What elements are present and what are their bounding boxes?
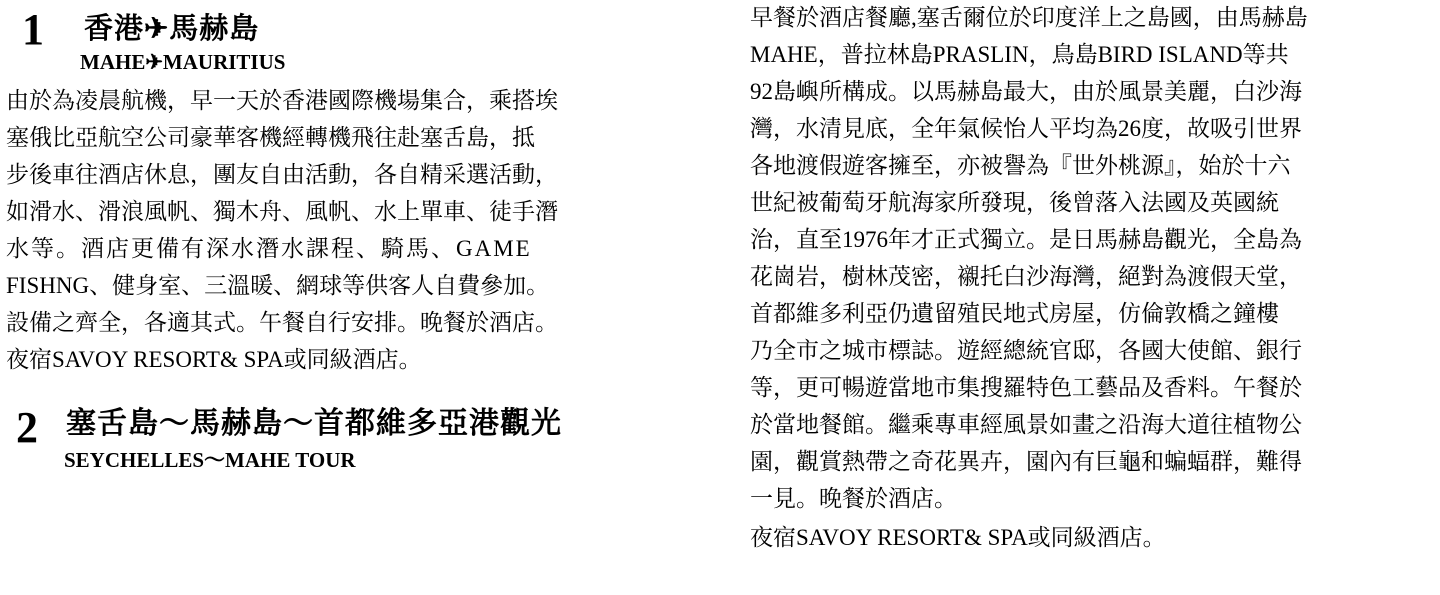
itinerary-line: 水等。酒店更備有深水潛水課程、騎馬、GAME bbox=[6, 236, 532, 261]
itinerary-line: 園，觀賞熱帶之奇花異卉，園內有巨龜和蝙蝠群，難得 bbox=[750, 449, 1302, 474]
itinerary-line: 治，直至1976年才正式獨立。是日馬赫島觀光，全島為 bbox=[750, 227, 1302, 252]
day-number: 1 bbox=[22, 5, 44, 54]
itinerary-line: 乃全市之城市標誌。遊經總統官邸，各國大使館、銀行 bbox=[750, 338, 1302, 363]
itinerary-line: 夜宿SAVOY RESORT& SPA或同級酒店。 bbox=[6, 347, 422, 372]
itinerary-line: 夜宿SAVOY RESORT& SPA或同級酒店。 bbox=[750, 525, 1166, 550]
day-number: 2 bbox=[16, 403, 38, 452]
itinerary-line: 於當地餐館。繼乘專車經風景如畫之沿海大道往植物公 bbox=[750, 412, 1302, 437]
itinerary-line: 塞俄比亞航空公司豪華客機經轉機飛往赴塞舌島，抵 bbox=[6, 125, 535, 150]
itinerary-line: 設備之齊全，各適其式。午餐自行安排。晚餐於酒店。 bbox=[6, 310, 558, 335]
itinerary-line: 等，更可暢遊當地市集搜羅特色工藝品及香料。午餐於 bbox=[750, 375, 1302, 400]
itinerary-line: 首都維多利亞仍遺留殖民地式房屋，仿倫敦橋之鐘樓 bbox=[750, 301, 1279, 326]
itinerary-line: FISHNG、健身室、三溫暖、網球等供客人自費參加。 bbox=[6, 273, 550, 298]
day-subtitle: SEYCHELLES～MAHE TOUR bbox=[64, 448, 356, 472]
itinerary-line: 步後車往酒店休息，團友自由活動，各自精采選活動， bbox=[6, 162, 558, 187]
itinerary-line: 各地渡假遊客擁至，亦被譽為『世外桃源』，始於十六 bbox=[750, 153, 1291, 178]
itinerary-line: 花崗岩，樹林茂密，襯托白沙海灣，絕對為渡假天堂， bbox=[750, 264, 1302, 289]
itinerary-line: 92島嶼所構成。以馬赫島最大，由於風景美麗，白沙海 bbox=[750, 79, 1302, 104]
itinerary-line: 由於為凌晨航機，早一天於香港國際機場集合，乘搭埃 bbox=[6, 88, 558, 113]
itinerary-line: 一見。晚餐於酒店。 bbox=[750, 486, 957, 511]
itinerary-line: 灣，水清見底，全年氣候怡人平均為26度，故吸引世界 bbox=[750, 116, 1302, 141]
itinerary-line: 早餐於酒店餐廳,塞舌爾位於印度洋上之島國，由馬赫島 bbox=[750, 5, 1308, 30]
day-title: 香港✈馬赫島 bbox=[84, 11, 260, 45]
itinerary-line: 世紀被葡萄牙航海家所發現，後曾落入法國及英國統 bbox=[750, 190, 1279, 215]
day-title: 塞舌島～馬赫島～首都維多亞港觀光 bbox=[66, 406, 562, 441]
day-subtitle: MAHE✈MAURITIUS bbox=[80, 50, 286, 74]
itinerary-line: MAHE，普拉林島PRASLIN，鳥島BIRD ISLAND等共 bbox=[750, 42, 1289, 67]
itinerary-line: 如滑水、滑浪風帆、獨木舟、風帆、水上單車、徒手潛 bbox=[6, 199, 558, 224]
